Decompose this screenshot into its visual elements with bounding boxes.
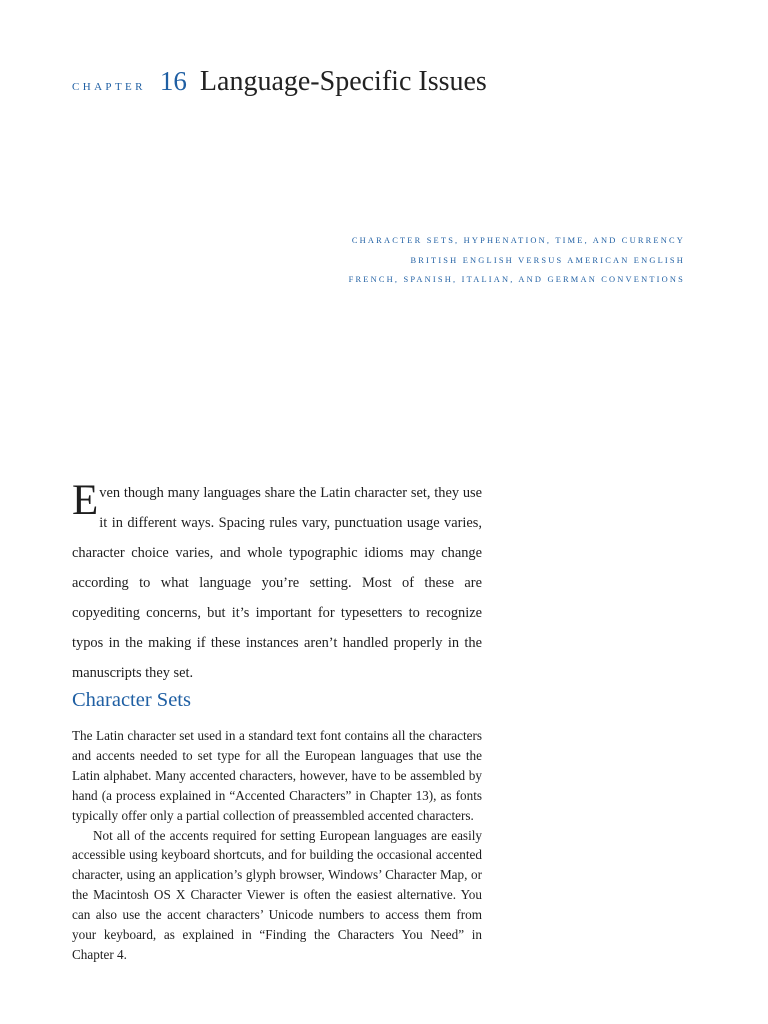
topic-line: BRITISH ENGLISH VERSUS AMERICAN ENGLISH <box>410 255 685 265</box>
topic-line: CHARACTER SETS, HYPHENATION, TIME, AND CURRENCY <box>351 236 685 245</box>
topic-line: FRENCH, SPANISH, ITALIAN, AND GERMAN CONVENTIONS <box>348 275 685 285</box>
chapter-number: 16 <box>159 66 187 96</box>
section-heading: Character Sets <box>72 689 191 711</box>
chapter-topics <box>349 231 685 290</box>
chapter-title: Language-Specific Issues <box>199 66 487 97</box>
intro-paragraph <box>72 478 482 688</box>
body-paragraph: Not all of the accents required for setting European languages are easily accessible using keyboard shortcuts, and for building the occasional accented character, using an application’s glyph browser, Windows’ Character Map, or the Macintosh OS X Character Viewer is often the easiest alternative. You can also use the accent characters’ Unicode numbers to access them from your keyboard, as explained in “Finding the Characters You Need” in Chapter 4. <box>72 827 482 962</box>
section-body <box>72 726 482 965</box>
intro-text: ven though many languages share the Latin character set, they use it in different ways. Spacing rules vary, punctuation usage varies, character choice varies, and whole typographic idioms may change according to what language you’re setting. Most of these are copyediting concerns, but it’s important for typesetters to recognize typos in the making if these instances aren’t handled properly in the manuscripts they set. <box>72 485 482 681</box>
chapter-label: CHAPTER <box>72 81 146 93</box>
drop-cap: E <box>72 477 99 524</box>
body-paragraph: The Latin character set used in a standard text font contains all the characters and accents needed to set type for all the European languages that use the Latin alphabet. Many accented characters, however, have to be assembled by hand (a process explained in “Accented Characters” in Chapter 13), as fonts typically offer only a partial collection of preassembled accented characters. <box>72 728 482 823</box>
chapter-header <box>72 66 487 98</box>
